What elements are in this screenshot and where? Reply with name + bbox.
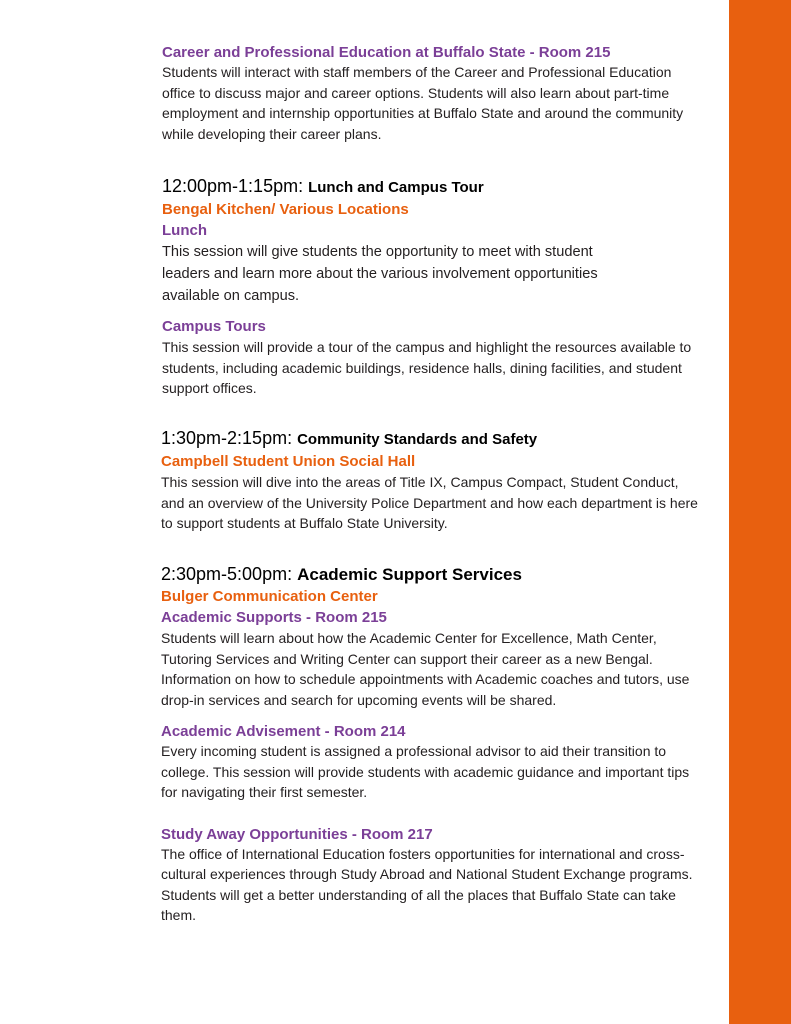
supports-title: Academic Supports - Room 215 <box>161 609 387 626</box>
safety-desc: This session will dive into the areas of Title IX, Campus Compact, Student Conduct, and an overview of the University Police Department and how each department is here to support students at Buffalo State University. <box>161 474 698 531</box>
supports-desc: Students will learn about how the Academic Center for Excellence, Math Center, Tutoring Services and Writing Center can support their career as a new Bengal. Information on how to schedule appointments with Academic coaches and tutors, use drop-in services and search for upcoming events will be shared. <box>161 630 690 708</box>
academic-location: Bulger Communication Center <box>161 588 378 605</box>
safety-time: 1:30pm-2:15pm: <box>161 428 293 448</box>
tours-title: Campus Tours <box>162 318 266 335</box>
lunch-section <box>162 174 692 399</box>
tours-desc: This session will provide a tour of the campus and highlight the resources available to students, including academic buildings, residence halls, dining facilities, and student support offices. <box>162 339 692 396</box>
study-desc: The office of International Education fosters opportunities for international and cross-cultural experiences through Study Abroad and National Student Exchange programs. Students will get a better understanding of all the places that Buffalo State can take them. <box>161 845 693 923</box>
safety-location: Campbell Student Union Social Hall <box>161 453 416 470</box>
orange-side-bar <box>729 0 791 1024</box>
academic-time-heading <box>161 562 701 587</box>
safety-time-heading <box>161 426 701 452</box>
advisement-title: Academic Advisement - Room 214 <box>161 723 406 740</box>
advisement-desc: Every incoming student is assigned a professional advisor to aid their transition to college. This session will provide students with academic guidance and important tips for navigating their first semester. <box>161 743 690 800</box>
academic-heading: Academic Support Services <box>297 565 522 584</box>
career-title: Career and Professional Education at Buffalo State - Room 215 <box>162 44 611 61</box>
lunch-time-heading <box>162 174 692 200</box>
lunch-location: Bengal Kitchen/ Various Locations <box>162 201 409 218</box>
academic-section <box>161 562 701 926</box>
career-section <box>162 43 702 144</box>
lunch-title: Lunch <box>162 222 207 239</box>
study-title: Study Away Opportunities - Room 217 <box>161 825 433 843</box>
lunch-heading: Lunch and Campus Tour <box>308 179 484 196</box>
safety-section <box>161 426 701 534</box>
lunch-desc: This session will give students the opportunity to meet with student leaders and learn more about the various involvement opportunities available on campus. <box>162 244 598 304</box>
academic-time: 2:30pm-5:00pm: <box>161 564 293 584</box>
lunch-time: 12:00pm-1:15pm: <box>162 176 304 196</box>
safety-heading: Community Standards and Safety <box>297 431 538 448</box>
career-desc: Students will interact with staff members of the Career and Professional Education office to discuss major and career options. Students will also learn about part-time employment and internship opportunities at Buffalo State and around the community while developing their career plans. <box>162 64 684 142</box>
